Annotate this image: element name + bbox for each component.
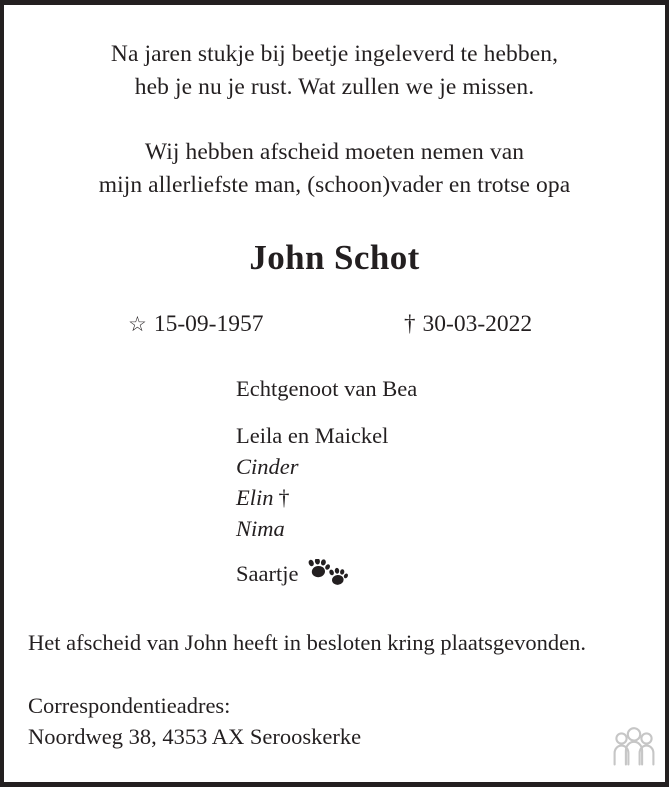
address-label: Correspondentieadres: (28, 693, 231, 718)
pet-name: Saartje (236, 561, 299, 586)
star-icon: ☆ (128, 312, 147, 336)
spacer (236, 404, 641, 420)
announcement-block (28, 104, 641, 202)
address-block (28, 658, 641, 752)
verse-block (28, 5, 641, 104)
death-date-group (404, 307, 532, 341)
paw-prints-icon (305, 559, 351, 585)
pet-line (236, 558, 641, 589)
birth-date-group (128, 307, 263, 341)
dagger-icon: † (404, 311, 416, 336)
address-line: Noordweg 38, 4353 AX Serooskerke (28, 724, 362, 749)
deceased-name: John Schot (249, 238, 420, 277)
verse-line-2: heb je nu je rust. Wat zullen we je missen. (134, 74, 535, 100)
dagger-icon: † (278, 485, 290, 510)
child-line-1: Cinder (236, 454, 299, 479)
three-people-icon (612, 726, 656, 766)
death-date: 30-03-2022 (422, 311, 533, 337)
announcement-line-1: Wij hebben afscheid moeten nemen van (144, 139, 525, 165)
verse-line-1: Na jaren stukje bij beetje ingeleverd te hebben, (110, 41, 559, 67)
spacer (236, 544, 641, 558)
family-block (28, 341, 641, 589)
child-line-3: Nima (236, 516, 285, 541)
notice-inner (4, 5, 665, 782)
birth-date: 15-09-1957 (153, 311, 264, 337)
dates-row (28, 307, 641, 341)
child-line-2 (236, 482, 641, 513)
spouse-line: Echtgenoot van Bea (236, 376, 418, 401)
child-line-2-text: Elin (236, 485, 274, 510)
announcement-line-2: mijn allerliefste man, (schoon)vader en trotse opa (98, 172, 571, 198)
child-line-0: Leila en Maickel (236, 423, 389, 448)
closing-text: Het afscheid van John heeft in besloten kring plaatsgevonden. (28, 630, 586, 655)
